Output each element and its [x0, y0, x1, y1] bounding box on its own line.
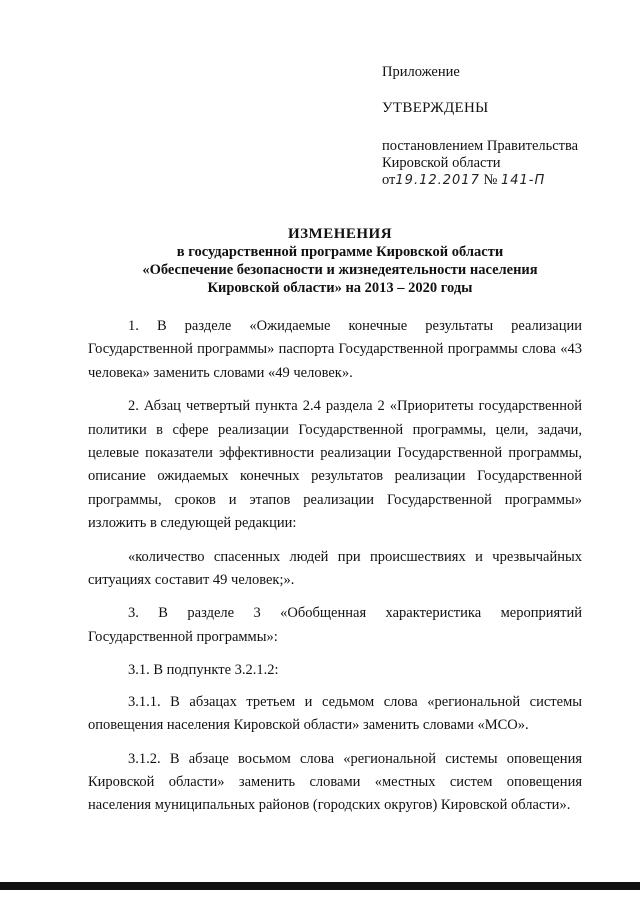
document-body [88, 315, 582, 828]
paragraph-1: 1. В разделе «Ожидаемые конечные результаты реализации Государственной программы» паспорта Государственной программы слова «43 человека» заменить словами «49 человек». [88, 318, 582, 381]
title-line-1: в государственной программе Кировской области [176, 244, 504, 260]
approval-block [382, 64, 612, 189]
document-title [60, 225, 620, 297]
scan-edge-bar [0, 882, 640, 890]
title-line-2: «Обеспечение безопасности и жизнедеятельности населения [142, 262, 538, 278]
title-main: ИЗМЕНЕНИЯ [287, 226, 393, 242]
number-prefix: № [483, 172, 498, 188]
approved-heading: УТВЕРЖДЕНЫ [382, 100, 489, 116]
decree-line-2: Кировской области [382, 155, 501, 171]
title-line-3: Кировской области» на 2013 – 2020 годы [207, 280, 473, 296]
decree-date: 19.12.2017 [395, 173, 480, 188]
appendix-label: Приложение [382, 64, 460, 80]
paragraph-3: «количество спасенных людей при происшествиях и чрезвычайных ситуациях составит 49 человек;». [88, 548, 582, 589]
paragraph-7: 3.1.2. В абзаце восьмом слова «региональной системы оповещения Кировской области» заменить словами «местных систем оповещения населения муниципальных районов (городских округов) Кировской области». [88, 750, 582, 814]
paragraph-4: 3. В разделе 3 «Обобщенная характеристика мероприятий Государственной программы»: [88, 605, 582, 645]
paragraph-6: 3.1.1. В абзацах третьем и седьмом слова «региональной системы оповещения населения Кировской области» заменить словами «МСО». [88, 693, 582, 734]
decree-date-line [382, 172, 612, 189]
paragraph-5: 3.1. В подпункте 3.2.1.2: [128, 662, 279, 679]
decree-line-1: постановлением Правительства [382, 138, 579, 154]
decree-number: 141-П [500, 173, 546, 188]
paragraph-2: 2. Абзац четвертый пункта 2.4 раздела 2 «Приоритеты государственной политики в сфере реализации Государственной программы, цели, задачи, целевые показатели эффективности реализации Государственной программы, описание ожидаемых конечных результатов реализации Государственной программы, сроков и этапов реализации Государственной программы» изложить в следующей редакции: [88, 398, 582, 532]
date-prefix: от [382, 172, 396, 188]
